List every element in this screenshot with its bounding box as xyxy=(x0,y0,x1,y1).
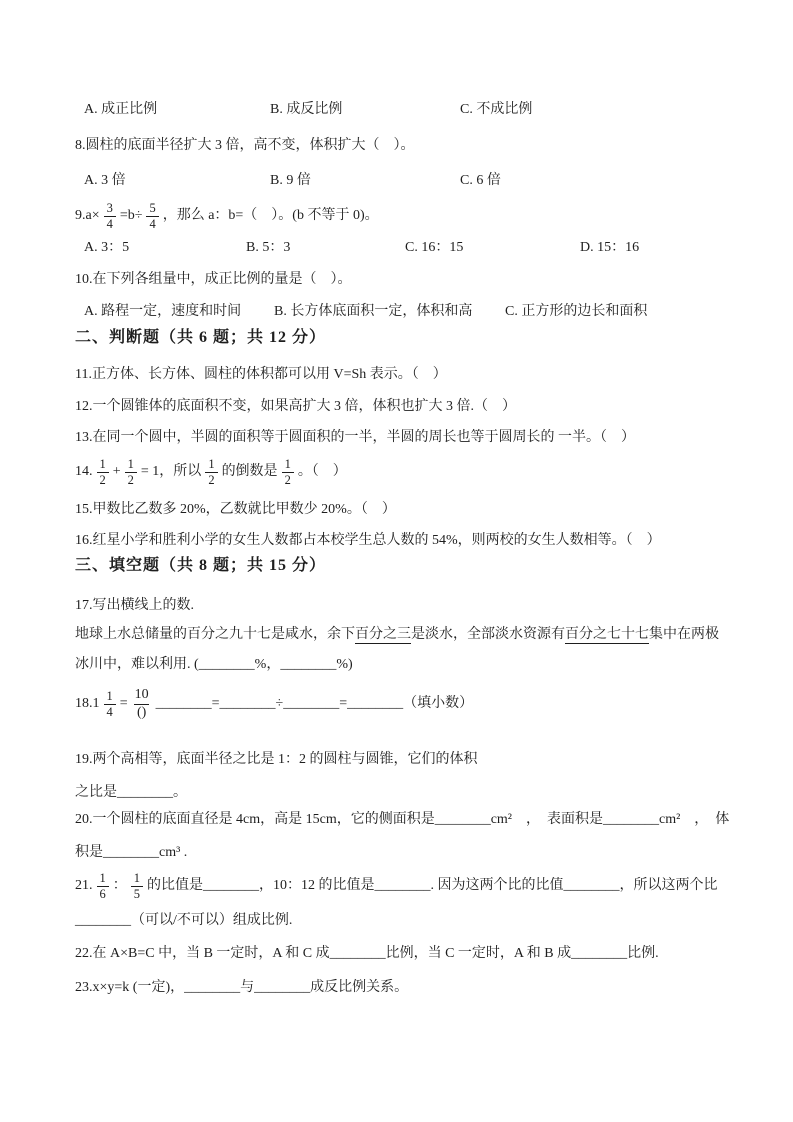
question-15 xyxy=(75,500,396,520)
text-run: 10.在下列各组量中，成正比例的量是（ ）。 xyxy=(75,272,352,287)
text-run: 13.在同一个圆中，半圆的面积等于圆面积的一半，半圆的周长也等于圆周长的 一半。（ ） xyxy=(75,430,635,445)
fraction-numerator: 1 xyxy=(133,871,140,886)
choice-option: B. 5：3 xyxy=(246,240,291,255)
question-9 xyxy=(75,194,379,238)
choice-row-q9 xyxy=(84,238,639,258)
fraction-numerator: 1 xyxy=(99,871,106,886)
question-19-line1 xyxy=(75,750,478,770)
text-run: 8.圆柱的底面半径扩大 3 倍，高不变，体积扩大（ ）。 xyxy=(75,138,415,153)
text-run: 16.红星小学和胜利小学的女生人数都占本校学生总人数的 54%，则两校的女生人数相等。（ ） xyxy=(75,533,661,548)
question-16 xyxy=(75,531,661,551)
question-13 xyxy=(75,428,635,448)
question-21-line1 xyxy=(75,863,718,909)
fraction-denominator: 4 xyxy=(104,216,116,231)
text-run: ，那么 a：b=（ ）。(b 不等于 0)。 xyxy=(162,208,379,223)
fraction xyxy=(146,201,158,231)
text-run: 积是________cm³ . xyxy=(75,845,188,860)
question-18 xyxy=(75,678,473,730)
choice-option: B. 成反比例 xyxy=(270,102,343,117)
fraction-denominator: 4 xyxy=(146,216,158,231)
text-run: 23.x×y=k (一定)，________与________成反比例关系。 xyxy=(75,980,409,995)
text-run: 12.一个圆锥体的底面积不变，如果高扩大 3 倍，体积也扩大 3 倍.（ ） xyxy=(75,399,516,414)
underlined-text: 百分之三 xyxy=(355,627,411,642)
fraction xyxy=(104,689,116,719)
question-14 xyxy=(75,449,347,495)
text-run: = 1，所以 xyxy=(140,464,202,479)
choice-option: B. 长方体底面积一定，体积和高 xyxy=(274,304,473,319)
question-17-line3 xyxy=(75,655,353,675)
fraction xyxy=(282,457,294,487)
text-run: + xyxy=(112,464,121,479)
fraction-numerator: 3 xyxy=(106,201,113,216)
fraction-numerator: 1 xyxy=(127,457,134,472)
fraction-denominator: 5 xyxy=(131,886,143,901)
choice-option: C. 16：15 xyxy=(405,240,464,255)
fraction xyxy=(132,687,152,720)
fraction xyxy=(97,871,109,901)
choice-option: B. 9 倍 xyxy=(270,173,311,188)
text-run: 二、判断题（共 6 题；共 12 分） xyxy=(75,329,327,346)
text-run: 地球上水总储量的百分之九十七是咸水，余下 xyxy=(75,627,355,642)
question-20-line1 xyxy=(75,810,729,830)
fraction xyxy=(104,201,116,231)
text-run: 9.a× xyxy=(75,208,100,223)
text-run: 18.1 xyxy=(75,696,100,711)
text-run: 是淡水，全部淡水资源有 xyxy=(411,627,565,642)
choice-option: C. 6 倍 xyxy=(460,173,501,188)
fraction xyxy=(97,457,109,487)
fraction-denominator: 2 xyxy=(282,472,294,487)
question-22 xyxy=(75,944,659,964)
fraction-denominator: () xyxy=(134,704,149,721)
fraction-numerator: 1 xyxy=(208,457,215,472)
text-run: =b÷ xyxy=(119,208,143,223)
choice-row-q10 xyxy=(84,302,647,322)
choice-row-q8 xyxy=(84,171,501,191)
fraction-numerator: 1 xyxy=(99,457,106,472)
text-run: 之比是________。 xyxy=(75,785,187,800)
fraction xyxy=(131,871,143,901)
text-run: ： xyxy=(112,878,127,893)
question-11 xyxy=(75,365,447,385)
fraction-denominator: 6 xyxy=(97,886,109,901)
text-run: 15.甲数比乙数多 20%，乙数就比甲数少 20%。（ ） xyxy=(75,502,396,517)
text-run: 17.写出横线上的数. xyxy=(75,598,194,613)
fraction-numerator: 10 xyxy=(134,687,149,703)
choice-option: D. 15：16 xyxy=(580,240,640,255)
text-run: 集中在两极 xyxy=(649,627,719,642)
text-run: ________（可以/不可以）组成比例. xyxy=(75,913,293,928)
choice-option: A. 3 倍 xyxy=(84,173,126,188)
text-run: 的比值是________，10：12 的比值是________. 因为这两个比的比值________，所以这两个比 xyxy=(147,878,718,893)
text-run: 20.一个圆柱的底面直径是 4cm，高是 15cm，它的侧面积是________cm² ， 表面积是________cm² ， 体 xyxy=(75,812,730,827)
text-run: = xyxy=(119,696,128,711)
fraction-denominator: 2 xyxy=(125,472,137,487)
choice-row-q7 xyxy=(84,100,532,120)
fraction-numerator: 1 xyxy=(284,457,291,472)
fraction-denominator: 2 xyxy=(97,472,109,487)
section-heading-fill-blank xyxy=(75,556,326,576)
fraction-denominator: 4 xyxy=(104,704,116,719)
text-run: ________=________÷________=________（填小数） xyxy=(155,696,474,711)
text-run: 11.正方体、长方体、圆柱的体积都可以用 V=Sh 表示。（ ） xyxy=(75,367,447,382)
question-21-line2 xyxy=(75,911,292,931)
fraction xyxy=(125,457,137,487)
question-10 xyxy=(75,270,352,290)
underlined-text: 百分之七十七 xyxy=(565,627,649,642)
question-17-line2 xyxy=(75,625,719,645)
choice-option: A. 成正比例 xyxy=(84,102,158,117)
fraction-denominator: 2 xyxy=(205,472,217,487)
choice-option: A. 路程一定，速度和时间 xyxy=(84,304,242,319)
question-20-line2 xyxy=(75,843,187,863)
text-run: 19.两个高相等，底面半径之比是 1：2 的圆柱与圆锥，它们的体积 xyxy=(75,752,478,767)
text-run: 21. xyxy=(75,878,93,893)
question-23 xyxy=(75,978,408,998)
fraction-numerator: 5 xyxy=(149,201,156,216)
text-run: 22.在 A×B=C 中，当 B 一定时，A 和 C 成________比例，当 C 一定时，A 和 B 成________比例. xyxy=(75,946,659,961)
choice-option: C. 正方形的边长和面积 xyxy=(505,304,648,319)
text-run: 冰川中，难以利用. (________%，________%) xyxy=(75,657,353,672)
question-19-line2 xyxy=(75,783,187,803)
text-run: 三、填空题（共 8 题；共 15 分） xyxy=(75,557,327,574)
fraction xyxy=(205,457,217,487)
choice-option: A. 3：5 xyxy=(84,240,130,255)
section-heading-judgement xyxy=(75,328,326,348)
question-8 xyxy=(75,136,415,156)
text-run: 14. xyxy=(75,464,93,479)
fraction-numerator: 1 xyxy=(106,689,113,704)
text-run: 的倒数是 xyxy=(221,464,278,479)
question-17 xyxy=(75,596,194,616)
choice-option: C. 不成比例 xyxy=(460,102,533,117)
question-12 xyxy=(75,397,516,417)
text-run: 。（ ） xyxy=(297,464,347,479)
